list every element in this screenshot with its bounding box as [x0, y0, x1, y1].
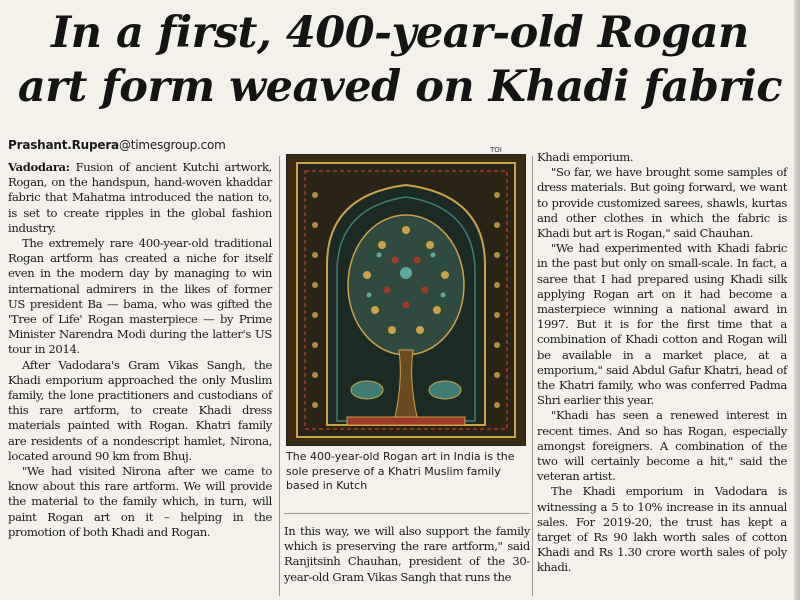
byline: [8, 138, 226, 152]
article-paragraph: Khadi emporium.: [537, 150, 634, 164]
headline-line-1: In a first, 400-year-old Rogan: [51, 8, 749, 58]
article-paragraph: "We had experimented with Khadi fabric in the past but only on small-scale. In fact, a saree that I had prepared using Khadi silk applying Rogan art on it had become a masterpiece winning a national award in 1997. But it is for the first time that a combination of Khadi cotton and Rogan will be available in a market place, at a emporium," said Abdul Gafur Khatri, head of the Khatri family, who was conferred Padma Shri earlier this year.: [537, 241, 787, 408]
article-paragraph: After Vadodara's Gram Vikas Sangh, the Khadi emporium approached the only Muslim family, the lone practitioners and custodians of this rare artform, to create Khadi dress materials painted with Rogan. Khatri family are residents of a nondescript hamlet, Nirona, located around 90 km from Bhuj.: [8, 357, 272, 463]
article-paragraph: "So far, we have brought some samples of dress materials. But going forward, we want to provide customized sarees, shawls, kurtas and other clothes in which the fabric is Khadi but art is Rogan," said Chauhan.: [537, 165, 787, 241]
article-paragraph: The extremely rare 400-year-old traditional Rogan artform has created a niche for itself even in the modern day by managing to win international admirers in the likes of former US president Ba — bama, who was gifted the 'Tree of Life' Rogan masterpiece — by Prime Minister Narendra Modi during the latter's US tour in 2014.: [8, 236, 272, 357]
article-column-3: [537, 150, 787, 576]
byline-author: Prashant.Rupera: [8, 138, 119, 152]
article-paragraph: In this way, we will also support the family which is preserving the rare artform," said Ranjitsinh Chauhan, president of the 30-year-old Gram Vikas Sangh that runs the: [284, 524, 530, 584]
rogan-tree-of-life-image: [287, 155, 525, 445]
dateline: Vadodara:: [8, 160, 70, 174]
headline: [0, 6, 800, 114]
headline-line-2: art form weaved on Khadi fabric: [17, 62, 783, 112]
column-divider-right: [532, 156, 533, 596]
article-paragraph: "We had visited Nirona after we came to know about this rare artform. We will provide the material to the family which, in turn, will paint Rogan art on it – helping in the promotion of both Khadi and Rogan.: [8, 464, 272, 539]
byline-domain: @timesgroup.com: [118, 138, 226, 152]
photo-credit: TOI: [490, 146, 502, 154]
article-paragraph: The Khadi emporium in Vadodara is witnessing a 5 to 10% increase in its annual sales. For 2019-20, the trust has kept a target of Rs 90 lakh worth sales of cotton Khadi and Rs 1.30 crore worth sales of poly khadi.: [537, 484, 787, 575]
page-edge: [794, 0, 800, 600]
photo-caption: The 400-year-old Rogan art in India is the sole preserve of a Khatri Muslim family based in Kutch: [286, 450, 515, 492]
caption-divider: [284, 513, 530, 514]
article-paragraph: Vadodara: Fusion of ancient Kutchi artwork, Rogan, on the handspun, hand-woven khaddar fabric that Mahatma introduced the nation to, is set to create ripples in the global fashion industry.: [8, 160, 272, 235]
rogan-art-photo: [286, 154, 526, 446]
column-divider-left: [279, 156, 280, 596]
article-paragraph: "Khadi has seen a renewed interest in recent times. And so has Rogan, especially amongst foreigners. A combination of the two will certainly become a hit," said the veteran artist.: [537, 408, 787, 484]
article-column-1: [8, 160, 272, 540]
article-column-2: [284, 524, 530, 585]
